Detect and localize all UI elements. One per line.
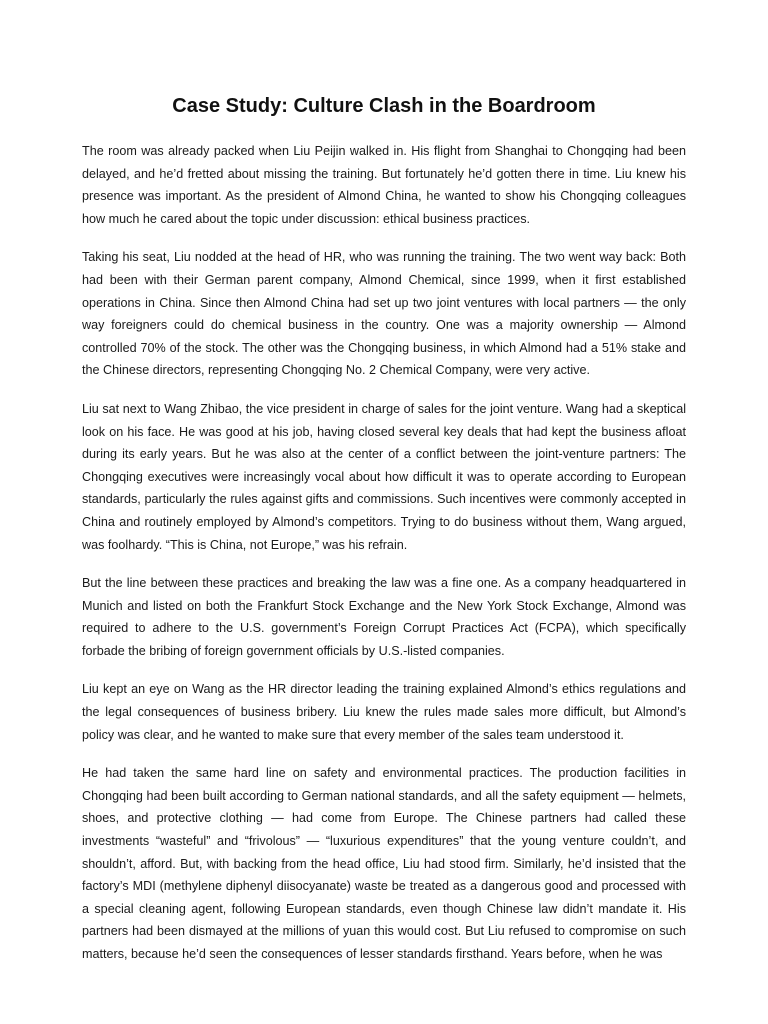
paragraph-1: The room was already packed when Liu Peijin walked in. His flight from Shanghai to Chongqing had been delayed, and he’d fretted about missing the training. But fortunately he’d gotten there in time. Liu knew his presence was important. As the president of Almond China, he wanted to show his Chongqing colleagues how much he cared about the topic under discussion: ethical business practices. (82, 144, 686, 226)
paragraph-5: Liu kept an eye on Wang as the HR director leading the training explained Almond’s ethics regulations and the legal consequences of business bribery. Liu knew the rules made sales more difficult, but Almond’s policy was clear, and he wanted to make sure that every member of the sales team understood it. (82, 682, 686, 742)
paragraph-4: But the line between these practices and breaking the law was a fine one. As a company headquartered in Munich and listed on both the Frankfurt Stock Exchange and the New York Stock Exchange, Almond was required to adhere to the U.S. government’s Foreign Corrupt Practices Act (FCPA), which specifically forbade the bribing of foreign government officials by U.S.-listed companies. (82, 576, 686, 658)
document-title: Case Study: Culture Clash in the Boardroom (172, 95, 596, 117)
paragraph-3: Liu sat next to Wang Zhibao, the vice president in charge of sales for the joint venture. Wang had a skeptical look on his face. He was good at his job, having closed several key deals that had kept the business afloat during its early years. But he was also at the center of a conflict between the joint-venture partners: The Chongqing executives were increasingly vocal about how difficult it was to operate according to European standards, particularly the rules against gifts and commissions. Such incentives were commonly accepted in China and routinely employed by Almond’s competitors. Trying to do business without them, Wang argued, was foolhardy. “This is China, not Europe,” was his refrain. (82, 401, 686, 552)
paragraph-6: He had taken the same hard line on safety and environmental practices. The production facilities in Chongqing had been built according to German national standards, and all the safety equipment — helmets, shoes, and protective clothing — had come from Europe. The Chinese partners had called these investments “wasteful” and “frivolous” — “luxurious expenditures” that the young venture couldn’t, and shouldn’t, afford. But, with backing from the head office, Liu had stood firm. Similarly, he’d insisted that the factory’s MDI (methylene diphenyl diisocyanate) waste be treated as a dangerous good and processed with a special cleaning agent, following European standards, even though Chinese law didn’t mandate it. His partners had been dismayed at the millions of yuan this would cost. But Liu refused to compromise on such matters, because he’d seen the consequences of lesser standards firsthand. Years before, when he was (82, 766, 686, 961)
document-body (82, 140, 686, 982)
paragraph-2: Taking his seat, Liu nodded at the head of HR, who was running the training. The two went way back: Both had been with their German parent company, Almond Chemical, since 1999, when it first established operations in China. Since then Almond China had set up two joint ventures with local partners — the only way foreigners could do chemical business in the country. One was a majority ownership — Almond controlled 70% of the stock. The other was the Chongqing business, in which Almond had a 51% stake and the Chinese directors, representing Chongqing No. 2 Chemical Company, were very active. (82, 250, 686, 378)
